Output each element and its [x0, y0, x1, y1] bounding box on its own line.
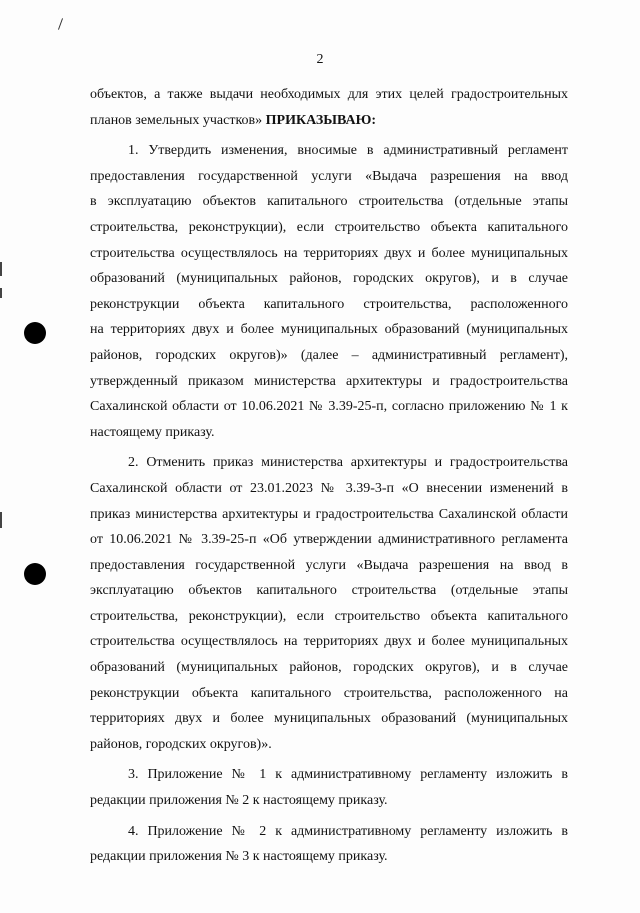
text-line-content: приказ министерства архитектуры и градостроительства Сахалинской области — [90, 506, 568, 522]
punch-hole — [24, 322, 46, 344]
text-line — [90, 629, 568, 655]
text-line-content: в эксплуатацию объектов капитального строительства (отдельные этапы — [90, 194, 568, 210]
text-line-content: территориях двух и более муниципальных образований (муниципальных — [90, 711, 568, 727]
text-line-content: строительства осуществлялось на территориях двух и более муниципальных — [90, 634, 568, 650]
text-line — [90, 215, 568, 241]
text-line-content: редакции приложения № 3 к настоящему приказу. — [90, 849, 388, 865]
text-line — [90, 553, 568, 579]
text-line-content: реконструкции объекта капитального строительства, расположенного на — [90, 685, 568, 701]
text-line — [90, 241, 568, 267]
text-line — [90, 108, 568, 134]
text-line-content: предоставления государственной услуги «Выдача разрешения на ввод в — [90, 557, 568, 573]
text-line — [90, 578, 568, 604]
text-line — [90, 732, 568, 758]
text-line-content: настоящему приказу. — [90, 424, 215, 440]
text-line-content: 1. Утвердить изменения, вносимые в административный регламент — [128, 143, 568, 159]
text-line — [90, 82, 568, 108]
text-line-content: объектов, а также выдачи необходимых для этих целей градостроительных — [90, 87, 568, 102]
text-line — [90, 476, 568, 502]
text-line — [90, 706, 568, 732]
text-line — [90, 164, 568, 190]
text-line-content: эксплуатацию объектов капитального строительства (отдельные этапы — [90, 583, 568, 599]
scan-mark — [58, 18, 63, 30]
text-line-content: утвержденный приказом министерства архитектуры и градостроительства — [90, 373, 568, 389]
text-line-content: Сахалинской области от 10.06.2021 № 3.39-25-п, согласно приложению № 1 к — [90, 399, 568, 415]
text-line — [90, 681, 568, 707]
text-line — [90, 266, 568, 292]
scan-edge-mark — [0, 512, 2, 528]
punch-hole — [24, 563, 46, 585]
text-line-content: строительства, реконструкции), если строительство объекта капитального — [90, 608, 568, 624]
text-line — [90, 844, 568, 870]
text-line — [90, 604, 568, 630]
text-line-content: 3. Приложение № 1 к административному регламенту изложить в — [128, 767, 568, 783]
text-line-content: от 10.06.2021 № 3.39-25-п «Об утверждении административного регламента — [90, 532, 568, 548]
document-body — [90, 82, 568, 870]
text-line-content: редакции приложения № 2 к настоящему приказу. — [90, 793, 388, 809]
page-number: 2 — [316, 52, 324, 67]
text-line-content: на территориях двух и более муниципальных образований (муниципальных — [90, 322, 568, 338]
text-line — [90, 343, 568, 369]
text-line-content: реконструкции объекта капитального строительства, расположенного — [90, 296, 568, 312]
scan-edge-mark — [0, 288, 2, 298]
text-line — [90, 292, 568, 318]
text-line-content: 2. Отменить приказ министерства архитектуры и градостроительства — [128, 455, 568, 471]
text-line-content: строительства, реконструкции), если строительство объекта капитального — [90, 219, 568, 235]
text-line-content: образований (муниципальных районов, городских округов), и в случае — [90, 660, 568, 676]
bold-heading-word: ПРИКАЗЫВАЮ: — [265, 112, 377, 128]
text-line — [90, 655, 568, 681]
text-line-content: планов земельных участков» — [90, 112, 266, 128]
text-line-content: районов, городских округов)». — [90, 736, 272, 752]
text-line — [90, 502, 568, 528]
text-line — [90, 788, 568, 814]
text-line — [90, 527, 568, 553]
text-line — [90, 819, 568, 845]
text-line-content: предоставления государственной услуги «Выдача разрешения на ввод — [90, 168, 568, 184]
text-line — [90, 317, 568, 343]
text-line — [90, 369, 568, 395]
text-line-content: 4. Приложение № 2 к административному регламенту изложить в — [128, 823, 568, 839]
text-line — [90, 138, 568, 164]
text-line-content: строительства осуществлялось на территориях двух и более муниципальных — [90, 245, 568, 261]
text-line — [90, 450, 568, 476]
text-line — [90, 762, 568, 788]
text-line-content: Сахалинской области от 23.01.2023 № 3.39-3-п «О внесении изменений в — [90, 480, 568, 496]
text-line — [90, 394, 568, 420]
text-line-content: образований (муниципальных районов, городских округов), и в случае — [90, 271, 568, 287]
text-line-content: районов, городских округов)» (далее – административный регламент), — [90, 347, 568, 363]
text-line — [90, 420, 568, 446]
scan-edge-mark — [0, 262, 2, 276]
text-line — [90, 189, 568, 215]
